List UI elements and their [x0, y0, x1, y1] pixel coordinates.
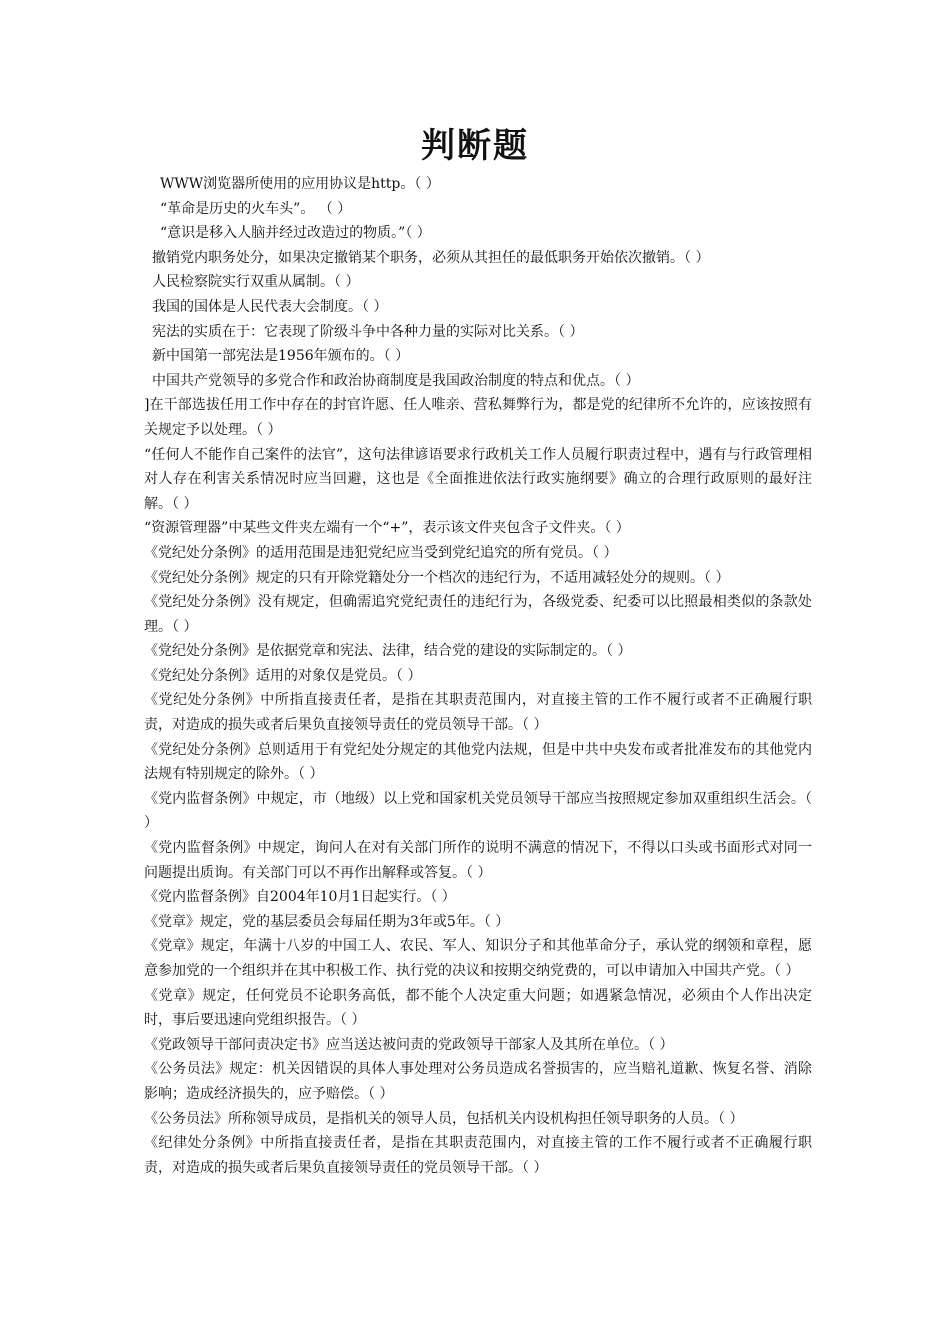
question-item: 《党纪处分条例》适用的对象仅是党员。（ ）	[144, 667, 422, 684]
question-item: 《公务员法》所称领导成员，是指机关的领导人员，包括机关内设机构担任领导职务的人员。（ ）	[144, 1110, 744, 1127]
question-item: 《党纪处分条例》没有规定，但确需追究党纪责任的违纪行为，各级党委、纪委可以比照最相类似的条款处理。（ ）	[144, 594, 812, 635]
question-item: “任何人不能作自己案件的法官”，这句法律谚语要求行政机关工作人员履行职责过程中，遇有与行政管理相对人存在利害关系情况时应当回避，这也是《全面推进依法行政实施纲要》确立的合理行政原则的最好注解。（ ）	[144, 446, 812, 512]
question-item: 《党政领导干部问责决定书》应当送达被问责的党政领导干部家人及其所在单位。（ ）	[144, 1036, 674, 1053]
question-item: 《党章》规定，党的基层委员会每届任期为3年或5年。（ ）	[144, 913, 510, 930]
question-item: “意识是移入人脑并经过改造过的物质。”（ ）	[160, 225, 431, 242]
question-item: 《党章》规定，年满十八岁的中国工人、农民、军人、知识分子和其他革命分子，承认党的纲领和章程，愿意参加党的一个组织并在其中积极工作、执行党的决议和按期交纳党费的，可以申请加入中国共产党。（ ）	[144, 938, 812, 979]
page-title: 判断题	[421, 126, 529, 166]
question-item: 撤销党内职务处分，如果决定撤销某个职务，必须从其担任的最低职务开始依次撤销。（ ）	[152, 249, 710, 266]
question-item: 《党纪处分条例》规定的只有开除党籍处分一个档次的违纪行为，不适用减轻处分的规则。（ ）	[144, 569, 730, 586]
question-item: 《党纪处分条例》总则适用于有党纪处分规定的其他党内法规，但是中共中央发布或者批准发布的其他党内法规有特别规定的除外。（ ）	[144, 741, 812, 783]
question-item: 《党内监督条例》中规定，询问人在对有关部门所作的说明不满意的情况下，不得以口头或书面形式对同一问题提出质询。有关部门可以不再作出解释或答复。（ ）	[144, 840, 812, 881]
question-item: “革命是历史的火车头”。 （ ）	[160, 200, 352, 217]
question-item: 新中国第一部宪法是1956年颁布的。（ ）	[152, 348, 410, 365]
question-item: 《党章》规定，任何党员不论职务高低，都不能个人决定重大问题；如遇紧急情况，必须由个人作出决定时，事后要迅速向党组织报告。（ ）	[144, 987, 812, 1029]
question-item: 《纪律处分条例》中所指直接责任者，是指在其职责范围内，对直接主管的工作不履行或者不正确履行职责，对造成的损失或者后果负直接领导责任的党员领导干部。（ ）	[144, 1135, 812, 1176]
question-item: 《公务员法》规定：机关因错误的具体人事处理对公务员造成名誉损害的，应当赔礼道歉、恢复名誉、消除影响；造成经济损失的，应予赔偿。（ ）	[144, 1061, 812, 1102]
question-item: 人民检察院实行双重从属制。（ ）	[152, 274, 360, 291]
question-item: 《党内监督条例》中规定，市（地级）以上党和国家机关党员领导干部应当按照规定参加双重组织生活会。（ ）	[144, 790, 812, 832]
question-item: ]在干部选拔任用工作中存在的封官许愿、任人唯亲、营私舞弊行为，都是党的纪律所不允许的，应该按照有关规定予以处理。（ ）	[144, 397, 812, 438]
question-item: 《党纪处分条例》中所指直接责任者，是指在其职责范围内，对直接主管的工作不履行或者不正确履行职责，对造成的损失或者后果负直接领导责任的党员领导干部。（ ）	[144, 692, 812, 734]
question-item: “资源管理器”中某些文件夹左端有一个“+”，表示该文件夹包含子文件夹。（ ）	[144, 520, 630, 537]
question-item: 中国共产党领导的多党合作和政治协商制度是我国政治制度的特点和优点。（ ）	[152, 372, 640, 389]
question-item: 《党内监督条例》自2004年10月1日起实行。（ ）	[144, 889, 456, 906]
question-item: 宪法的实质在于：它表现了阶级斗争中各种力量的实际对比关系。（ ）	[152, 323, 584, 340]
question-item: WWW浏览器所使用的应用协议是http。（ ）	[160, 176, 440, 192]
question-list	[144, 172, 812, 1180]
question-item: 我国的国体是人民代表大会制度。（ ）	[152, 298, 388, 315]
question-item: 《党纪处分条例》是依据党章和宪法、法律，结合党的建设的实际制定的。（ ）	[144, 643, 632, 660]
question-item: 《党纪处分条例》的适用范围是违犯党纪应当受到党纪追究的所有党员。（ ）	[144, 544, 618, 561]
